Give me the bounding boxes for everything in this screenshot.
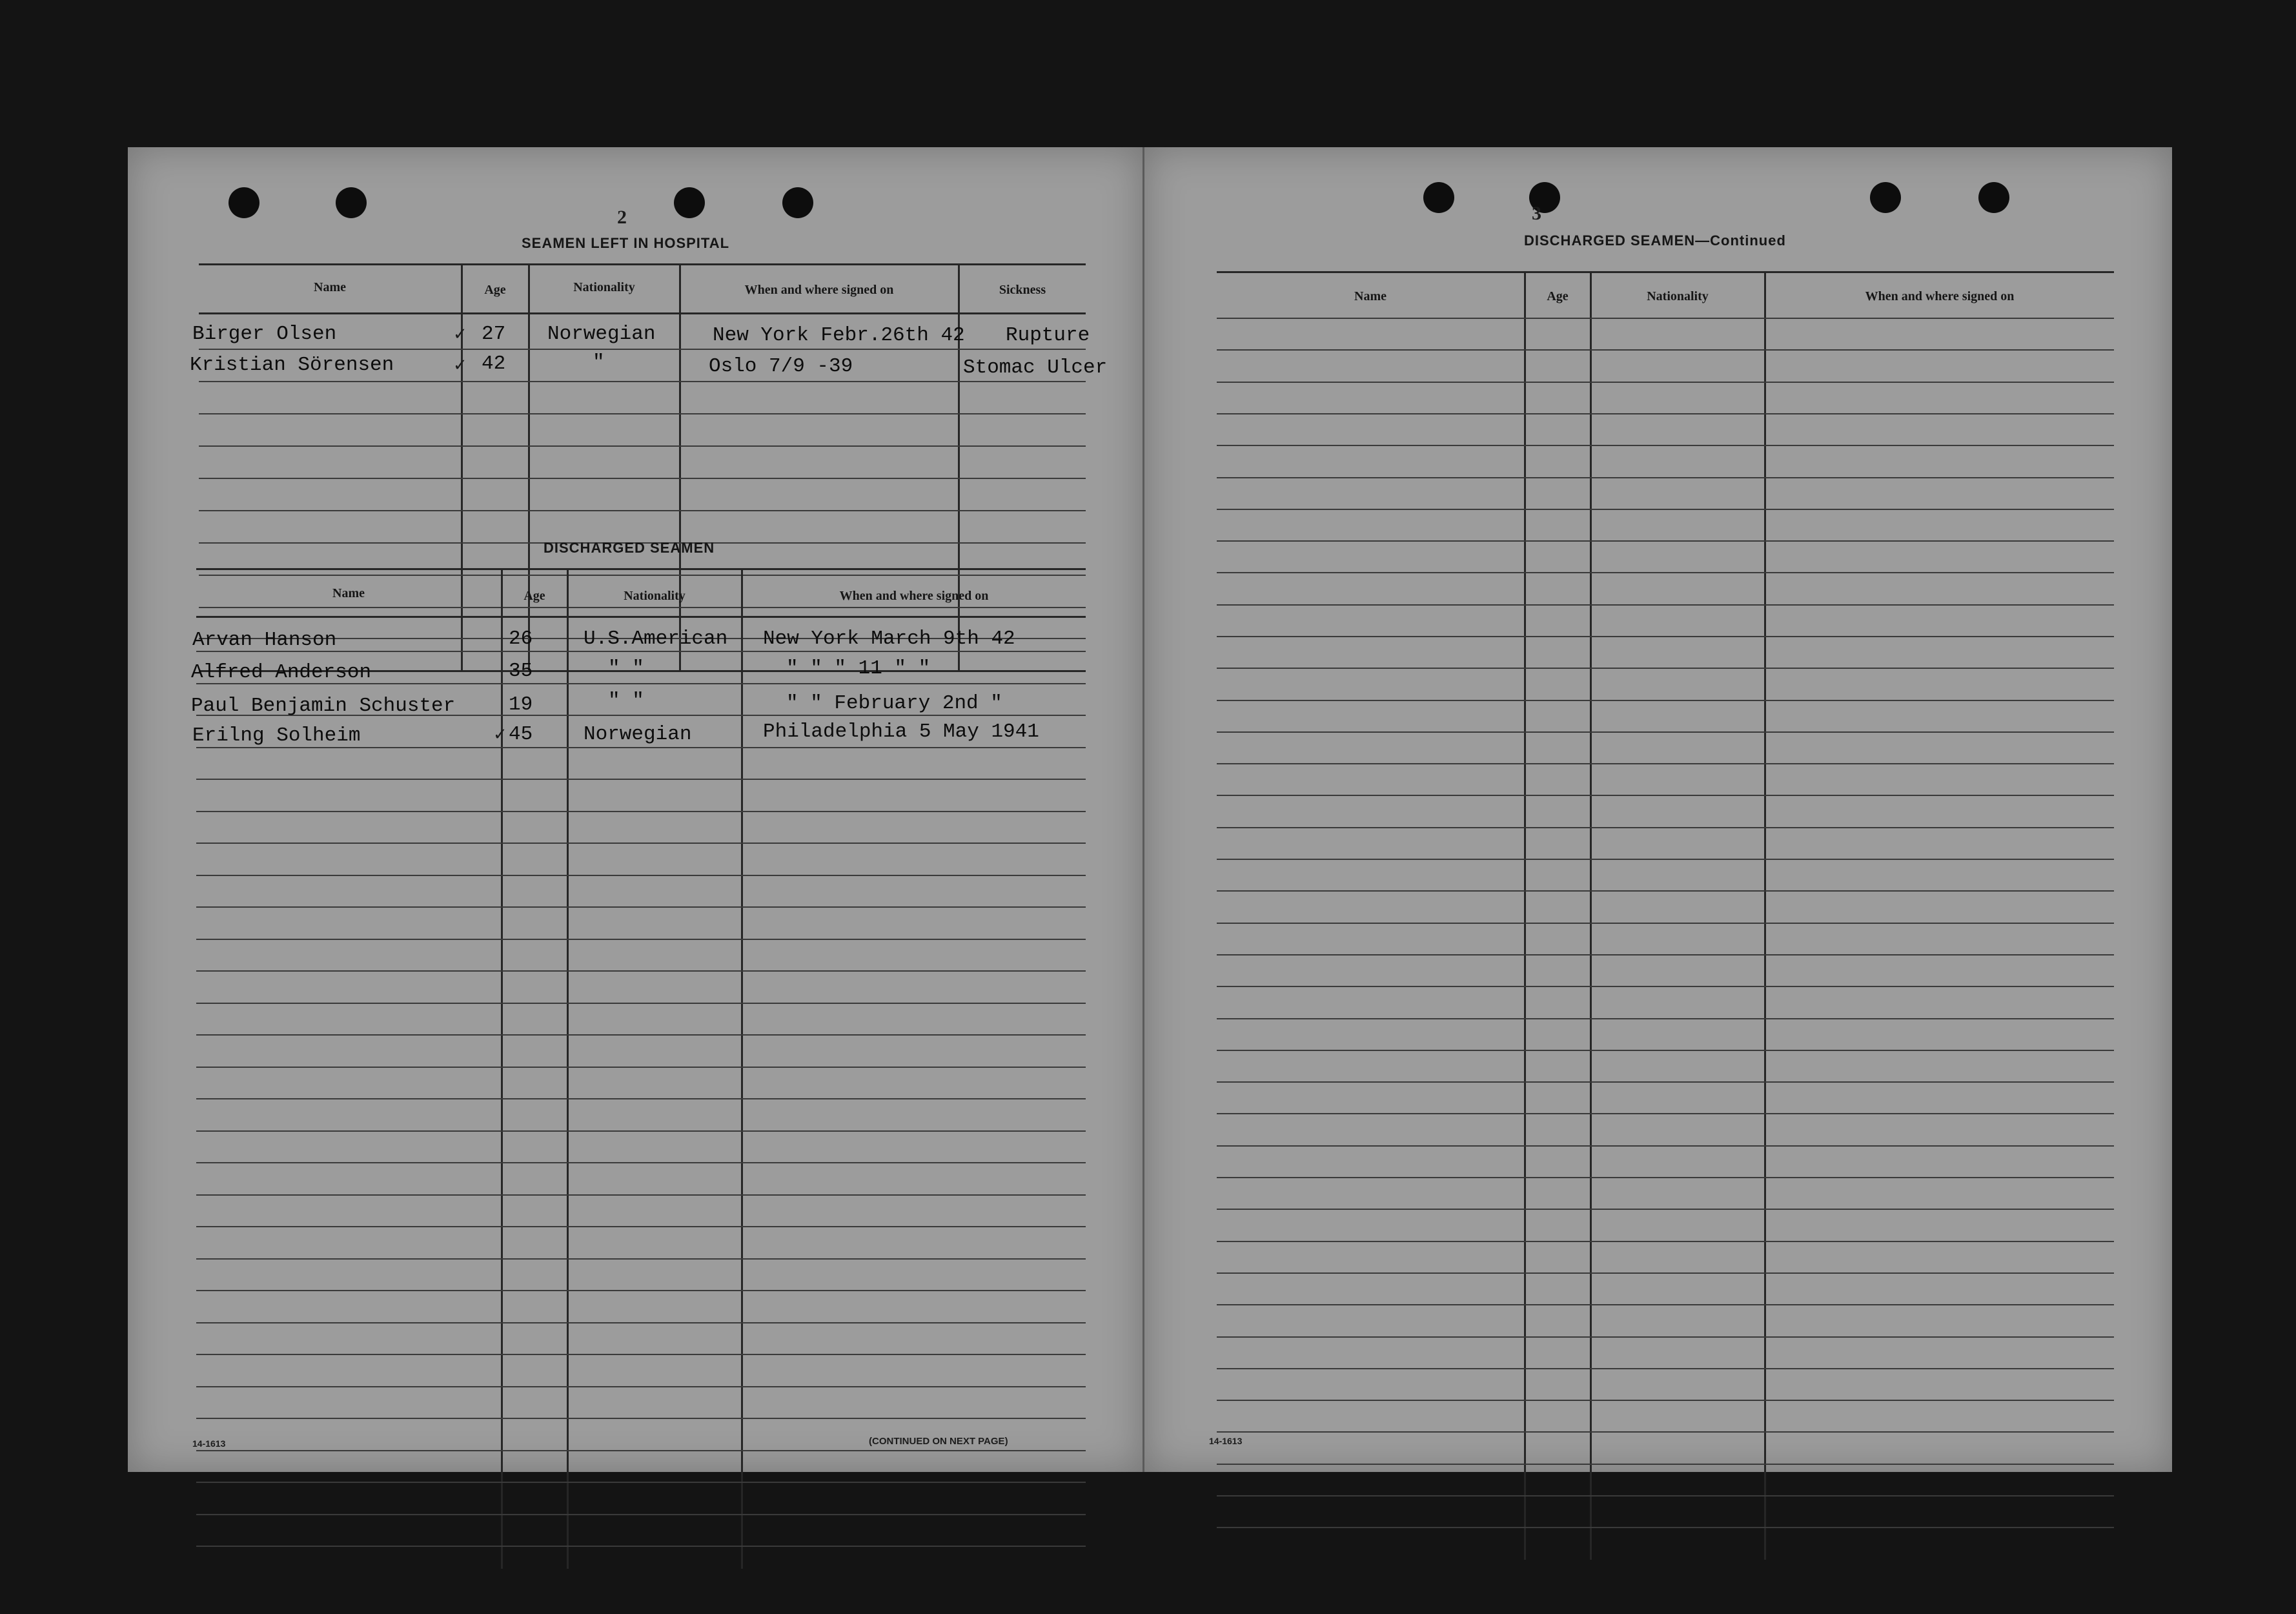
ruled-line (1217, 1336, 2114, 1338)
ruled-line (1217, 1177, 2114, 1178)
seaman-signed-on: Oslo 7/9 -39 (709, 355, 853, 378)
ruled-line (196, 1034, 1086, 1036)
ruled-line (1217, 1081, 2114, 1083)
ruled-line (196, 1546, 1086, 1547)
right-page (1143, 147, 2172, 1472)
ruled-line (196, 843, 1086, 844)
ruled-line (1217, 413, 2114, 414)
column-header-nationality: Nationality (1647, 289, 1709, 303)
ruled-line (196, 1290, 1086, 1291)
ruled-line (196, 1258, 1086, 1260)
ruled-line (196, 1450, 1086, 1451)
check-mark: ✓ (453, 324, 467, 343)
ruled-line (196, 1130, 1086, 1132)
seaman-name: Birger Olsen (192, 323, 337, 345)
column-header-nationality: Nationality (624, 589, 686, 603)
column-header-signed-on: When and where signed on (1865, 289, 2015, 303)
seaman-name: Kristian Sörensen (190, 354, 394, 376)
seaman-name: Arvan Hanson (192, 629, 337, 651)
seaman-nationality: Norwegian (584, 723, 692, 746)
column-header-age: Age (1547, 289, 1569, 303)
punch-hole (674, 187, 705, 218)
ruled-line (1217, 923, 2114, 924)
ruled-line (1217, 477, 2114, 478)
ruled-line (1217, 954, 2114, 955)
seaman-name: Alfred Anderson (191, 661, 372, 684)
ruled-line (1217, 1400, 2114, 1401)
ruled-line (1217, 509, 2114, 510)
ruled-line (1217, 1209, 2114, 1210)
ruled-line (1217, 1431, 2114, 1433)
seaman-nationality: " " (608, 657, 644, 680)
punch-hole (1978, 182, 2009, 213)
ruled-line (196, 779, 1086, 780)
seaman-age: 27 (482, 323, 506, 345)
ruled-line (1217, 349, 2114, 351)
seaman-name: Paul Benjamin Schuster (191, 695, 456, 717)
seaman-nationality: Norwegian (547, 323, 656, 345)
column-header-name: Name (314, 280, 346, 294)
seaman-age: 35 (509, 660, 533, 682)
seaman-nationality: U.S.American (584, 628, 728, 650)
ruled-line (196, 1003, 1086, 1004)
ruled-line (196, 811, 1086, 812)
form-number: 14-1613 (1209, 1436, 1243, 1446)
punch-hole (229, 187, 259, 218)
column-header-name: Name (332, 586, 365, 600)
punch-hole (1423, 182, 1454, 213)
ruled-line (1217, 1050, 2114, 1051)
ruled-line (1217, 890, 2114, 892)
seaman-age: 26 (509, 628, 533, 650)
seaman-nationality: " " (608, 690, 644, 712)
form-number: 14-1613 (192, 1438, 226, 1449)
seaman-nationality: " (593, 351, 605, 374)
ruled-line (1217, 763, 2114, 764)
ruled-line (1217, 700, 2114, 701)
seaman-signed-on: " " " 11 " " (786, 657, 931, 680)
punch-hole (782, 187, 813, 218)
ruled-line (1217, 859, 2114, 860)
ruled-line (1217, 731, 2114, 733)
seaman-age: 42 (482, 352, 506, 375)
column-header-name: Name (1354, 289, 1387, 303)
ruled-line (196, 1386, 1086, 1387)
ruled-line (1217, 572, 2114, 573)
ruled-line (196, 1226, 1086, 1227)
ruled-line (1217, 1527, 2114, 1528)
seaman-age: 19 (509, 693, 533, 716)
ruled-line (196, 1482, 1086, 1483)
punch-hole (336, 187, 367, 218)
seaman-signed-on: New York March 9th 42 (763, 628, 1015, 650)
ruled-line (1217, 795, 2114, 796)
ruled-line (1217, 827, 2114, 828)
ruled-line (196, 1098, 1086, 1099)
page-number: 3 (1532, 203, 1541, 224)
column-header-signed-on: When and where signed on (744, 283, 894, 297)
ruled-line (196, 1418, 1086, 1419)
ruled-line (196, 1194, 1086, 1196)
ruled-line (1217, 1113, 2114, 1114)
ruled-line (1217, 986, 2114, 987)
ruled-line (1217, 636, 2114, 637)
column-header-sickness: Sickness (999, 283, 1046, 297)
page-number: 2 (617, 207, 627, 228)
check-mark: ✓ (493, 724, 507, 744)
ruled-line (1217, 1145, 2114, 1147)
ruled-line (1217, 1495, 2114, 1497)
ruled-line (1217, 1304, 2114, 1305)
ruled-line (196, 1162, 1086, 1163)
seaman-sickness: Rupture (1006, 324, 1090, 347)
seaman-signed-on: " " February 2nd " (786, 692, 1002, 715)
ruled-line (1217, 604, 2114, 606)
ruled-line (196, 939, 1086, 940)
seaman-age: 45 (509, 723, 533, 746)
ruled-line (1217, 668, 2114, 669)
column-header-age: Age (484, 283, 506, 297)
seaman-sickness: Stomac Ulcer (963, 356, 1108, 379)
ruled-line (1217, 1464, 2114, 1465)
hospital-section-title: SEAMEN LEFT IN HOSPITAL (522, 235, 730, 251)
ruled-line (1217, 382, 2114, 383)
discharged-section-title: DISCHARGED SEAMEN (544, 540, 715, 556)
seaman-signed-on: New York Febr.26th 42 (713, 324, 965, 347)
ruled-line (1217, 1368, 2114, 1369)
ruled-line (196, 970, 1086, 972)
punch-hole (1870, 182, 1901, 213)
column-header-age: Age (523, 589, 545, 603)
ruled-line (1217, 540, 2114, 542)
continued-note: (CONTINUED ON NEXT PAGE) (869, 1436, 1008, 1447)
ruled-line (196, 1514, 1086, 1515)
ruled-line (1217, 445, 2114, 446)
ruled-line (196, 1067, 1086, 1068)
seaman-name: Erilng Solheim (192, 724, 361, 747)
ruled-line (1217, 318, 2114, 319)
ruled-line (196, 1322, 1086, 1323)
check-mark: ✓ (453, 355, 467, 374)
column-header-nationality: Nationality (573, 280, 635, 294)
ruled-line (1217, 1241, 2114, 1242)
ruled-line (196, 906, 1086, 908)
ruled-line (1217, 1272, 2114, 1274)
ruled-line (196, 1354, 1086, 1355)
seaman-signed-on: Philadelphia 5 May 1941 (763, 720, 1039, 743)
ruled-line (196, 875, 1086, 876)
ruled-line (1217, 1018, 2114, 1019)
column-header-signed-on: When and where signed on (839, 589, 989, 603)
left-page (128, 147, 1143, 1472)
discharged-continued-title: DISCHARGED SEAMEN—Continued (1524, 232, 1786, 249)
